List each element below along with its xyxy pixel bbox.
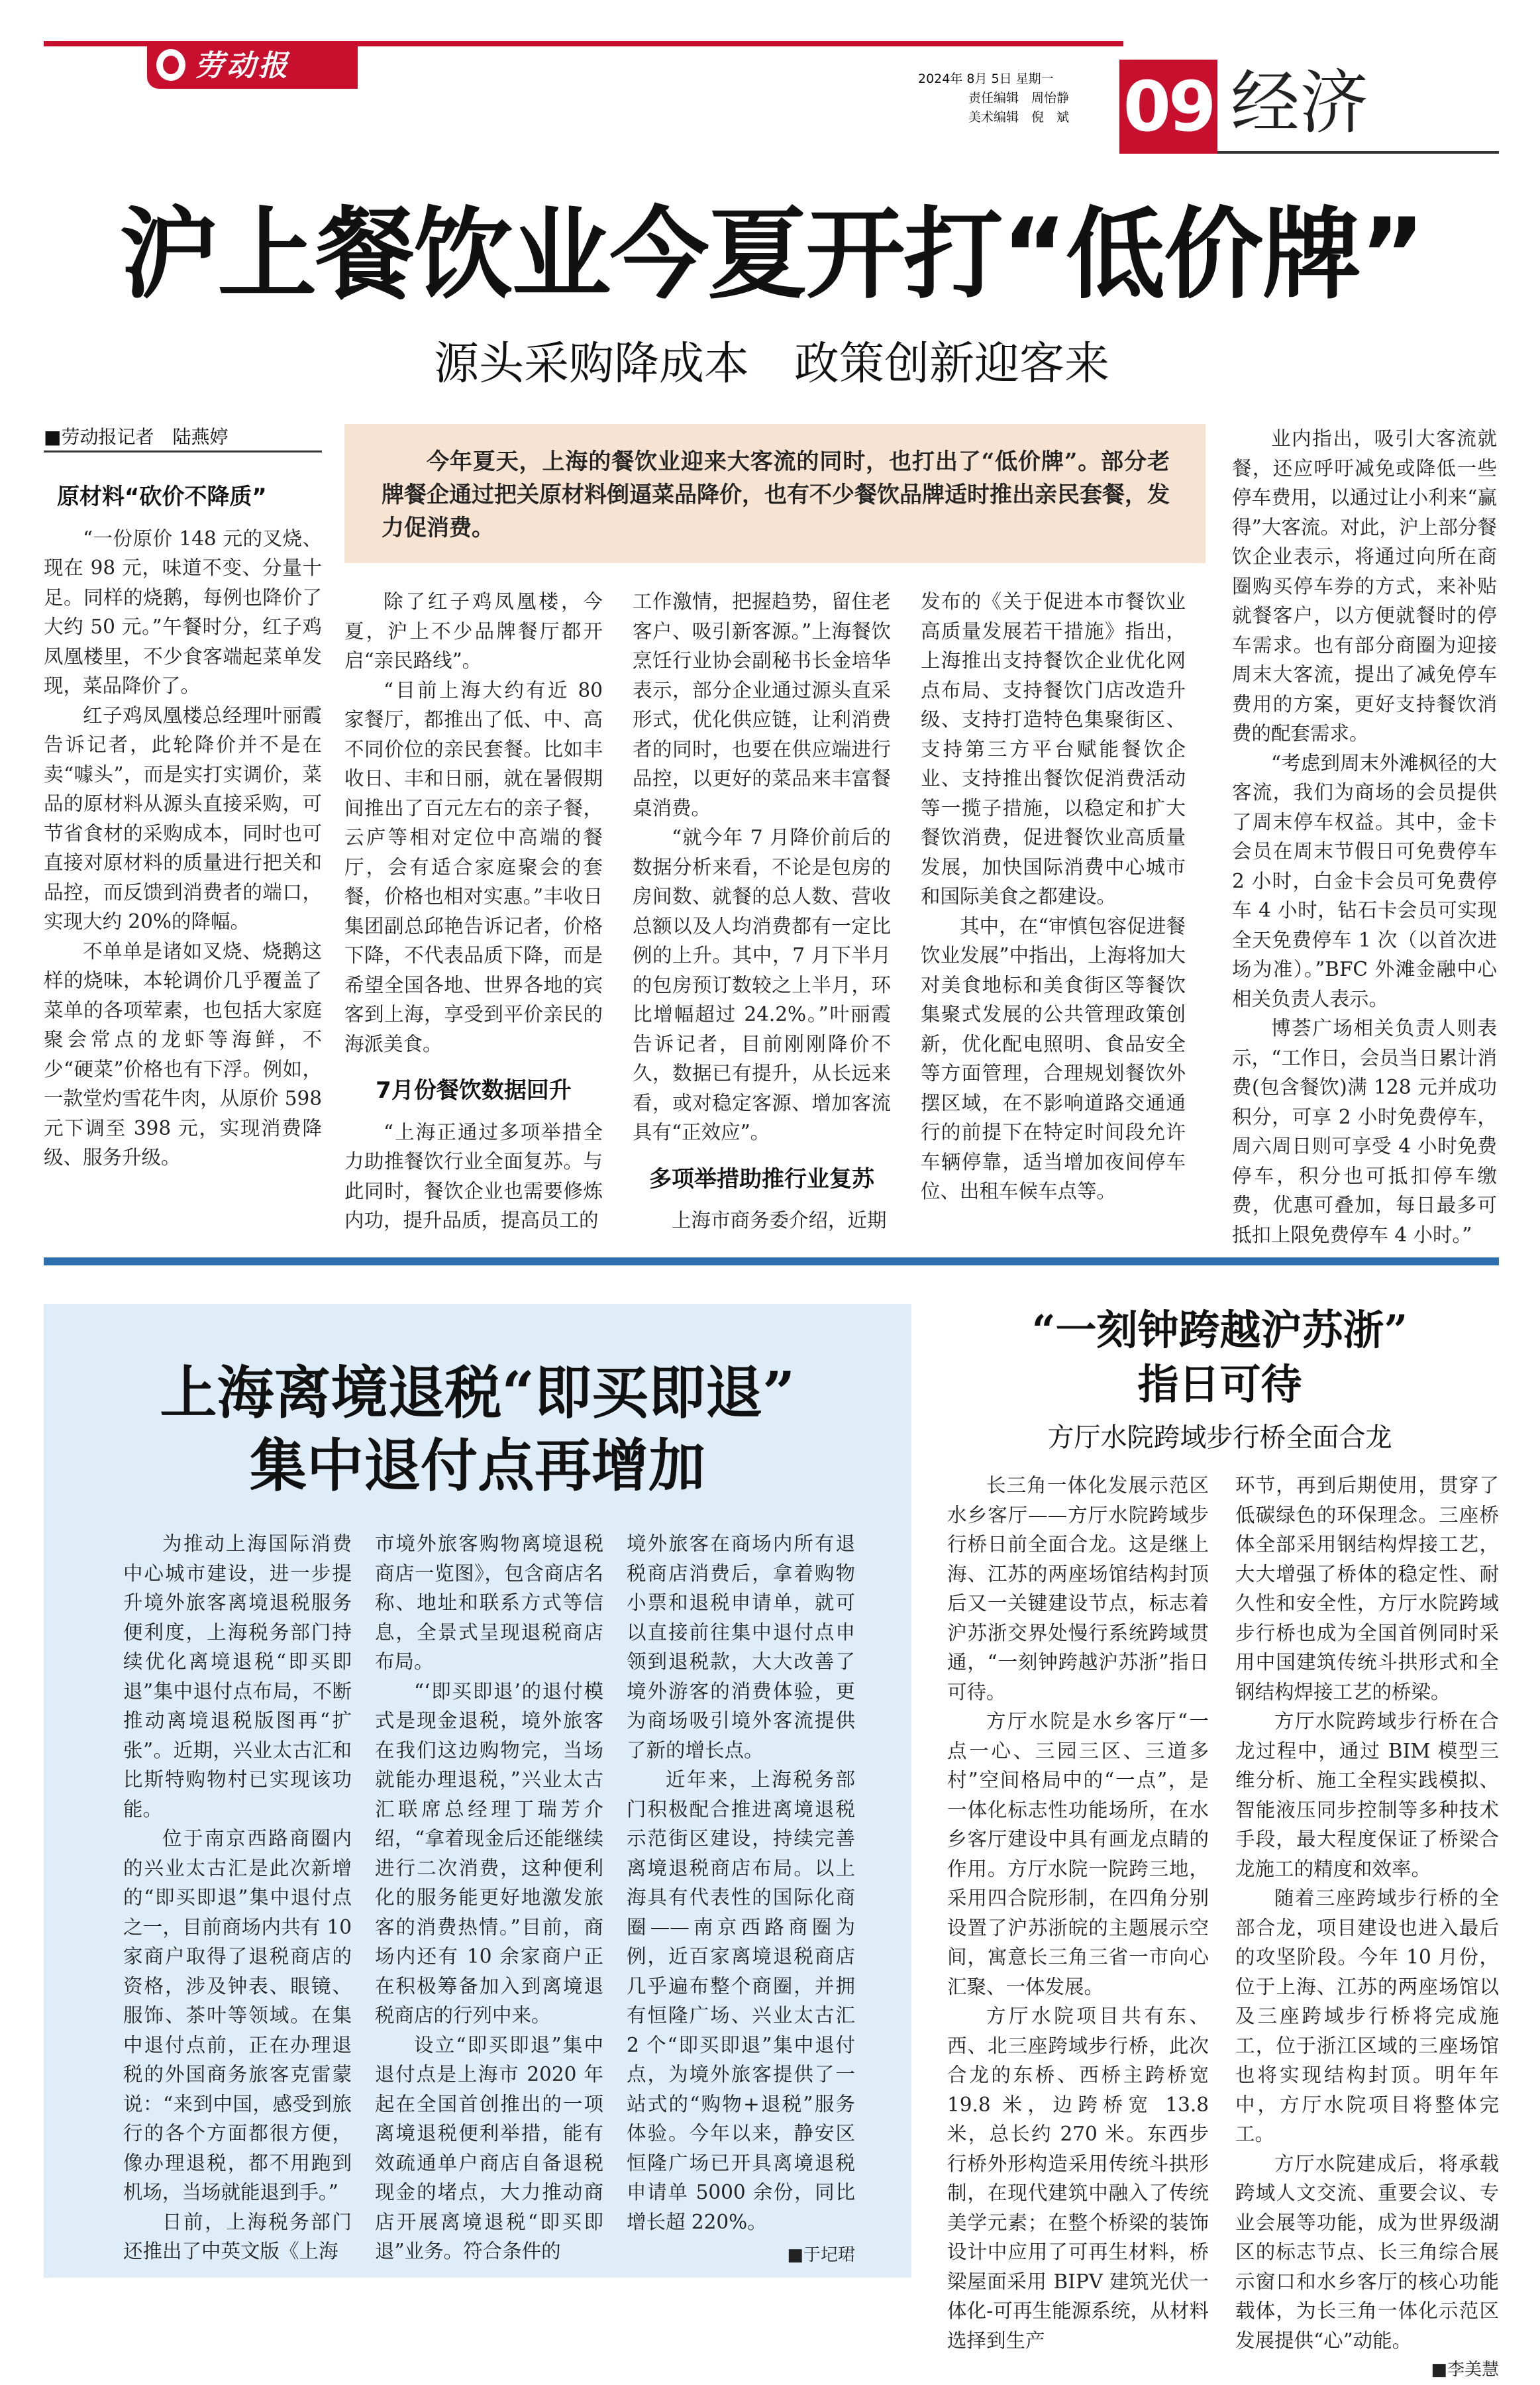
paragraph: 市境外旅客购物离境退税商店一览图》，包含商店名称、地址和联系方式等信息，全景式呈现退税商店布局。	[375, 1532, 603, 1673]
paragraph: 长三角一体化发展示范区水乡客厅——方厅水院跨域步行桥日前全面合龙。这是继上海、江苏的两座场馆结构封顶后又一关键建设节点，标志着沪苏浙交界处慢行系统跨域贯通，“一刻钟跨越沪苏浙”指日可待。	[947, 1474, 1209, 1703]
paragraph: 环节，再到后期使用，贯穿了低碳绿色的环保理念。三座桥体全部采用钢结构焊接工艺，大大增强了桥体的稳定性、耐久性和安全性，方厅水院跨域步行桥也成为全国首例同时采用中国建筑传统斗拱形式和全钢结构焊接工艺的桥梁。	[1235, 1474, 1499, 1703]
section3-title: 多项举措助推行业复苏	[649, 1165, 874, 1192]
paragraph: 为推动上海国际消费中心城市建设，进一步提升境外旅客离境退税服务便利度，上海税务部门持续优化离境退税“即买即退”集中退付点布局，不断推动离境退税版图再“扩张”。近期，兴业太古汇和比斯特购物村已实现该功能。	[123, 1532, 352, 1821]
story1-headline: 沪上餐饮业今夏开打“低价牌”	[119, 197, 1424, 313]
tax-refund-panel	[44, 1304, 911, 2278]
paragraph: 其中，在“审慎包容促进餐饮业发展”中指出，上海将加大对美食地标和美食街区等餐饮集聚式发展的公共管理政策创新，优化配电照明、食品安全等方面管理，合理规划餐饮外摆区域，在不影响道路交通通行的前提下在特定时间段允许车辆停靠，适当增加夜间停车位、出租车候车点等。	[921, 914, 1186, 1202]
paragraph: 红子鸡凤凰楼总经理叶丽霞告诉记者，此轮降价并不是在卖“噱头”，而是实打实调价，菜品的原材料从源头直接采购，可节省食材的采购成本，同时也可直接对原材料的质量进行把关和品控，而反馈到消费者的端口，实现大约 20%的降幅。	[44, 704, 322, 933]
story1-subheadline: 源头采购降成本 政策创新迎客来	[433, 338, 1109, 390]
section1-title: 原材料“砍价不降质”	[57, 484, 267, 510]
paragraph: 业内指出，吸引大客流就餐，还应呼吁减免或降低一些停车费用，以通过让小利来“赢得”大客流。对此，沪上部分餐饮企业表示，将通过向所在商圈购买停车券的方式，来补贴就餐客户，以方便就餐时的停车需求。也有部分商圈为迎接周末大客流，提出了减免停车费用的方案，更好支持餐饮消费的配套需求。	[1232, 427, 1497, 745]
paragraph: 日前，上海税务部门还推出了中英文版《上海	[123, 2210, 352, 2262]
logo-mark-inner	[163, 56, 179, 74]
story1-column-1	[44, 482, 322, 1173]
paragraph: 境外旅客在商场内所有退税商店消费后，拿着购物小票和退税申请单，就可以直接前往集中退付点申领到退税款，大大改善了境外游客的消费体验，更为商场吸引境外客流提供了新的增长点。	[627, 1532, 855, 1762]
story1-column-2	[344, 587, 603, 1236]
logo-badge	[147, 44, 358, 89]
lead-text: 今年夏天，上海的餐饮业迎来大客流的同时，也打出了“低价牌”。部分老牌餐企通过把关原材料倒逼菜品降价，也有不少餐饮品牌适时推出亲民套餐，发力促消费。	[382, 449, 1170, 541]
paragraph: 发布的《关于促进本市餐饮业高质量发展若干措施》指出，上海推出支持餐饮企业优化网点布局、支持餐饮门店改造升级、支持打造特色集聚街区、支持第三方平台赋能餐饮企业、支持推出餐饮促消费活动等一揽子措施，以稳定和扩大餐饮消费，促进餐饮业高质量发展，加快国际消费中心城市和国际美食之都建设。	[921, 590, 1186, 908]
story2-column-2	[375, 1529, 603, 2266]
page-number-box	[1119, 60, 1217, 154]
story2-headline-line2: 集中退付点再增加	[250, 1432, 705, 1499]
header-under-rule	[1217, 151, 1499, 154]
paragraph: “考虑到周末外滩枫径的大客流，我们为商场的会员提供了周末停车权益。其中，金卡会员在周末节假日可免费停车 2 小时，白金卡会员可免费停车 4 小时，钻石卡会员可实现全天免费停车 1 次（以首次进场为准）。”BFC 外滩金融中心相关负责人表示。	[1232, 751, 1497, 1010]
paragraph: “就今年 7 月降价前后的数据分析来看，不论是包房的房间数、就餐的总人数、营收总额以及人均消费都有一定比例的上升。其中，7 月下半月的包房预订数较之上半月，环比增幅超过 24.2%。”叶丽霞告诉记者，目前刚刚降价不久，数据已有提升，从长远来看，或对稳定客源、增加客流具有“正效应”。	[633, 826, 891, 1143]
page-number: 09	[1123, 66, 1214, 147]
paragraph: “‘即买即退’的退付模式是现金退税，境外旅客在我们这边购物完，当场就能办理退税，”兴业太古汇联席总经理丁瑞芳介绍，“拿着现金后还能继续进行二次消费，这种便利化的服务能更好地激发旅客的消费热情。”目前，商场内还有 10 余家商户正在积极筹备加入到离境退税商店的行列中来。	[375, 1679, 603, 2027]
paragraph: 方厅水院是水乡客厅“一点一心、三园三区、三道多村”空间格局中的“一点”，是一体化标志性功能场所，在水乡客厅建设中具有画龙点睛的作用。方厅水院一院跨三地，采用四合院形制，在四角分别设置了沪苏浙皖的主题展示空间，寓意长三角三省一市向心汇聚、一体发展。	[947, 1710, 1209, 1998]
section2-title: 7月份餐饮数据回升	[376, 1077, 572, 1104]
logo-text: 劳动报	[195, 49, 290, 83]
story1-byline: ■劳动报记者 陆燕婷	[44, 426, 229, 448]
art-editor: 美术编辑 倪 斌	[968, 110, 1070, 125]
paragraph: 不单单是诸如叉烧、烧鹅这样的烧味，本轮调价几乎覆盖了菜单的各项荤素，也包括大家庭聚会常点的龙虾等海鲜，不少“硬菜”价格也有下浮。例如，一款堂灼雪花牛肉，从原价 598 元下调至 398 元，实现消费降级、服务升级。	[44, 939, 322, 1169]
paragraph: 设立“即买即退”集中退付点是上海市 2020 年起在全国首创推出的一项离境退税便利举措，能有效疏通单户商店自备退税现金的堵点，大力推动商店开展离境退税“即买即退”业务。符合条件的	[375, 2033, 603, 2262]
paragraph: 工作激情，把握趋势，留住老客户、吸引新客源。”上海餐饮烹饪行业协会副秘书长金培华表示，部分企业通过源头直采形式，优化供应链，让利消费者的同时，也要在供应端进行品控，以更好的菜品来丰富餐桌消费。	[633, 590, 891, 820]
issue-date: 2024年 8月 5日 星期一	[918, 72, 1054, 86]
paragraph: “目前上海大约有近 80 家餐厅，都推出了低、中、高不同价位的亲民套餐。比如丰收日、丰和日丽，就在暑假期间推出了百元左右的亲子餐，云庐等相对定位中高端的餐厅，会有适合家庭聚会的套餐，价格也相对实惠。”丰收日集团副总邱艳告诉记者，价格下降，不代表品质下降，而是希望全国各地、世界各地的宾客到上海，享受到平价亲民的海派美食。	[344, 678, 603, 1055]
paragraph: 上海市商务委介绍，近期	[672, 1209, 887, 1232]
section-name: 经济	[1231, 62, 1369, 143]
story1-column-4	[921, 587, 1186, 1206]
byline-rule	[44, 450, 322, 452]
story3-column-2	[1235, 1471, 1499, 2385]
paragraph: 博荟广场相关负责人则表示，“工作日，会员当日累计消费(包含餐饮)满 128 元并成功积分，可享 2 小时免费停车，周六周日则可享受 4 小时免费停车，积分也可抵扣停车缴费，优惠可叠加，每日最多可抵扣上限免费停车 4 小时。”	[1232, 1017, 1497, 1246]
paragraph: 方厅水院跨域步行桥在合龙过程中，通过 BIM 模型三维分析、施工全程实践模拟、智能液压同步控制等多种技术手段，最大程度保证了桥梁合龙施工的精度和效率。	[1235, 1710, 1499, 1880]
story3-subheadline: 方厅水院跨域步行桥全面合龙	[1047, 1422, 1392, 1453]
paragraph: “上海正通过多项举措全力助推餐饮行业全面复苏。与此同时，餐饮企业也需要修炼内功，提升品质，提高员工的	[344, 1120, 603, 1232]
paragraph: 随着三座跨域步行桥的全部合龙，项目建设也进入最后的攻坚阶段。今年 10 月份，位于上海、江苏的两座场馆以及三座跨域步行桥将完成施工，位于浙江区域的三座场馆也将实现结构封顶。明年年中，方厅水院项目将整体完工。	[1235, 1887, 1499, 2145]
story3-headline-line1: “一刻钟跨越沪苏浙”	[1031, 1306, 1408, 1354]
paragraph: 位于南京西路商圈内的兴业太古汇是此次新增的“即买即退”集中退付点之一，目前商场内共有 10 家商户取得了退税商店的资格，涉及钟表、眼镜、服饰、茶叶等领域。在集中退付点前，正在办理退税的外国商务旅客克雷蒙说：“来到中国，感受到旅行的各个方面都很方便，像办理退税，都不用跑到机场，当场就能退到手。”	[123, 1827, 352, 2203]
story3-byline: ■李美慧	[1431, 2360, 1499, 2380]
lead-box	[344, 424, 1206, 563]
paragraph: 方厅水院项目共有东、西、北三座跨域步行桥，此次合龙的东桥、西桥主跨桥宽 19.8 米，边跨桥宽 13.8 米，总长约 270 米。东西步行桥外形构造采用传统斗拱形制，在现代建筑中融入了传统美学元素；在整个桥梁的装饰设计中应用了可再生材料，桥梁屋面采用 BIPV 建筑光伏一体化-可再生能源系统，从材料选择到生产	[947, 2005, 1209, 2352]
paragraph: “一份原价 148 元的叉烧、现在 98 元，味道不变、分量十足。同样的烧鹅，每例也降价了大约 50 元。”午餐时分，红子鸡凤凰楼里，不少食客端起菜单发现，菜品降价了。	[44, 527, 322, 697]
story2-headline-line1: 上海离境退税“即买即退”	[160, 1359, 796, 1426]
story1-column-5	[1232, 424, 1497, 1249]
story2-byline: ■于圮珺	[787, 2245, 855, 2265]
paragraph: 近年来，上海税务部门积极配合推进离境退税示范街区建设，持续完善离境退税商店布局。以上海具有代表性的国际化商圈——南京西路商圈为例，近百家离境退税商店几乎遍布整个商圈，并拥有恒隆广场、兴业太古汇 2 个“即买即退”集中退付点，为境外旅客提供了一站式的“购物+退税”服务体验。今年以来，静安区恒隆广场已开具离境退税申请单 5000 余份，同比增长超 220%。	[627, 1768, 855, 2233]
story2-column-1	[123, 1529, 352, 2266]
story3-column-1	[947, 1471, 1209, 2355]
story2-column-3	[627, 1529, 855, 2270]
paragraph: 方厅水院建成后，将承载跨域人文交流、重要会议、专业会展等功能，成为世界级湖区的标志节点、长三角综合展示窗口和水乡客厅的核心功能载体，为长三角一体化示范区发展提供“心”动能。	[1235, 2152, 1499, 2352]
paragraph: 除了红子鸡凤凰楼，今夏，沪上不少品牌餐厅都开启“亲民路线”。	[344, 590, 603, 672]
responsible-editor: 责任编辑 周怡静	[968, 91, 1070, 105]
story-divider	[44, 1257, 1499, 1265]
story3-headline-line2: 指日可待	[1137, 1360, 1302, 1408]
story1-column-3	[633, 587, 891, 1236]
